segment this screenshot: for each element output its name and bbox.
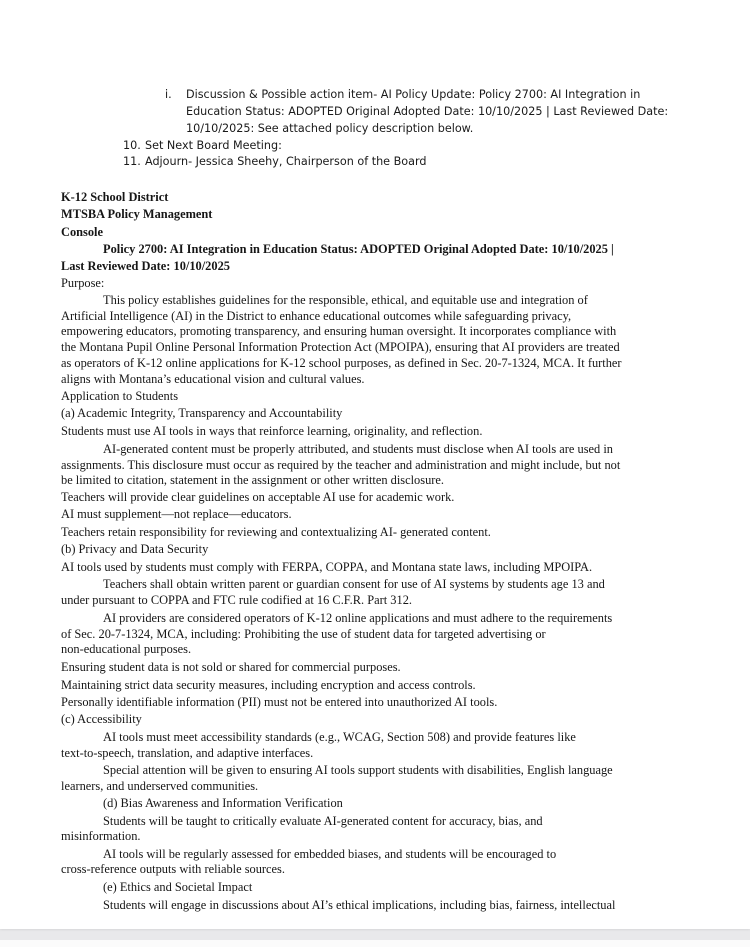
body-line: misinformation. (61, 829, 141, 843)
body-line: Teachers will provide clear guidelines on acceptable AI use for academic work. (61, 490, 455, 504)
agenda-item-i-line-3: 10/10/2025: See attached policy description below. (186, 122, 474, 135)
body-line: Maintaining strict data security measures, including encryption and access controls. (61, 678, 476, 692)
body-line: be limited to citation, statement in the assignment or other written disclosure. (61, 473, 444, 487)
agenda-item-11-marker: 11. (123, 155, 141, 168)
body-line: AI providers are considered operators of K-12 online applications and must adhere to the requirements (103, 611, 613, 625)
body-line: the Montana Pupil Online Personal Information Protection Act (MPOIPA), ensuring that AI providers are treated (61, 340, 620, 354)
agenda-item-10-text: Set Next Board Meeting: (145, 139, 282, 152)
body-line: aligns with Montana’s educational vision and cultural values. (61, 372, 365, 386)
body-line: Students will be taught to critically evaluate AI-generated content for accuracy, bias, and (103, 814, 543, 828)
agenda-item-10-marker: 10. (123, 139, 141, 152)
district-name: K-12 School District (61, 190, 169, 204)
policy-title-line-1: Policy 2700: AI Integration in Education Status: ADOPTED Original Adopted Date: 10/10/2025 | (103, 242, 614, 256)
body-line: empowering educators, promoting transparency, and ensuring human oversight. It incorporates compliance with (61, 324, 617, 338)
body-line: This policy establishes guidelines for the responsible, ethical, and equitable use and integration of (103, 293, 588, 307)
body-line: non-educational purposes. (61, 642, 192, 656)
body-line: assignments. This disclosure must occur as required by the teacher and administration and might include, but not (61, 458, 621, 472)
body-line: under pursuant to COPPA and FTC rule codified at 16 C.F.R. Part 312. (61, 593, 412, 607)
agenda-item-i-line-1: Discussion & Possible action item- AI Policy Update: Policy 2700: AI Integration in (186, 88, 641, 101)
policy-console-line-1: MTSBA Policy Management (61, 207, 213, 221)
section-heading: (b) Privacy and Data Security (61, 542, 209, 556)
body-line: Personally identifiable information (PII) must not be entered into unauthorized AI tools. (61, 695, 498, 709)
body-line: Special attention will be given to ensuring AI tools support students with disabilities, English language (103, 763, 613, 777)
purpose-heading: Purpose: (61, 276, 105, 290)
body-line: AI must supplement—not replace—educators. (61, 507, 292, 521)
body-line: AI-generated content must be properly attributed, and students must disclose when AI tools are used in (103, 442, 613, 456)
agenda-item-i-marker: i. (165, 88, 172, 101)
body-line: AI tools used by students must comply with FERPA, COPPA, and Montana state laws, including MPOIPA. (61, 560, 593, 574)
section-heading: Application to Students (61, 389, 179, 403)
body-line: Ensuring student data is not sold or shared for commercial purposes. (61, 660, 401, 674)
body-line: of Sec. 20-7-1324, MCA, including: Prohibiting the use of student data for targeted advertising or (61, 627, 546, 641)
body-line: Teachers retain responsibility for reviewing and contextualizing AI- generated content. (61, 525, 491, 539)
agenda-item-11-text: Adjourn- Jessica Sheehy, Chairperson of the Board (145, 155, 427, 168)
body-line: Students will engage in discussions about AI’s ethical implications, including bias, fairness, intellectual (103, 898, 616, 912)
section-heading: (a) Academic Integrity, Transparency and Accountability (61, 406, 343, 420)
body-line: Artificial Intelligence (AI) in the District to enhance educational outcomes while safeguarding privacy, (61, 309, 572, 323)
body-line: Students must use AI tools in ways that reinforce learning, originality, and reflection. (61, 424, 483, 438)
body-line: AI tools must meet accessibility standards (e.g., WCAG, Section 508) and provide features like (103, 730, 576, 744)
section-heading: (c) Accessibility (61, 712, 142, 726)
section-heading: (d) Bias Awareness and Information Verification (103, 796, 343, 810)
body-line: AI tools will be regularly assessed for embedded biases, and students will be encouraged to (103, 847, 557, 861)
body-line: cross-reference outputs with reliable sources. (61, 862, 285, 876)
body-line: Teachers shall obtain written parent or guardian consent for use of AI systems by students age 13 and (103, 577, 605, 591)
section-heading: (e) Ethics and Societal Impact (103, 880, 253, 894)
body-line: text-to-speech, translation, and adaptive interfaces. (61, 746, 314, 760)
body-line: learners, and underserved communities. (61, 779, 259, 793)
next-page-edge (0, 940, 750, 947)
policy-console-line-2: Console (61, 225, 103, 239)
agenda-item-i-line-2: Education Status: ADOPTED Original Adopted Date: 10/10/2025 | Last Reviewed Date: (186, 105, 669, 118)
body-line: as operators of K-12 online applications for K-12 school purposes, as defined in Sec. 20-7-1324, MCA. It further (61, 356, 622, 370)
policy-title-line-2: Last Reviewed Date: 10/10/2025 (61, 259, 230, 273)
